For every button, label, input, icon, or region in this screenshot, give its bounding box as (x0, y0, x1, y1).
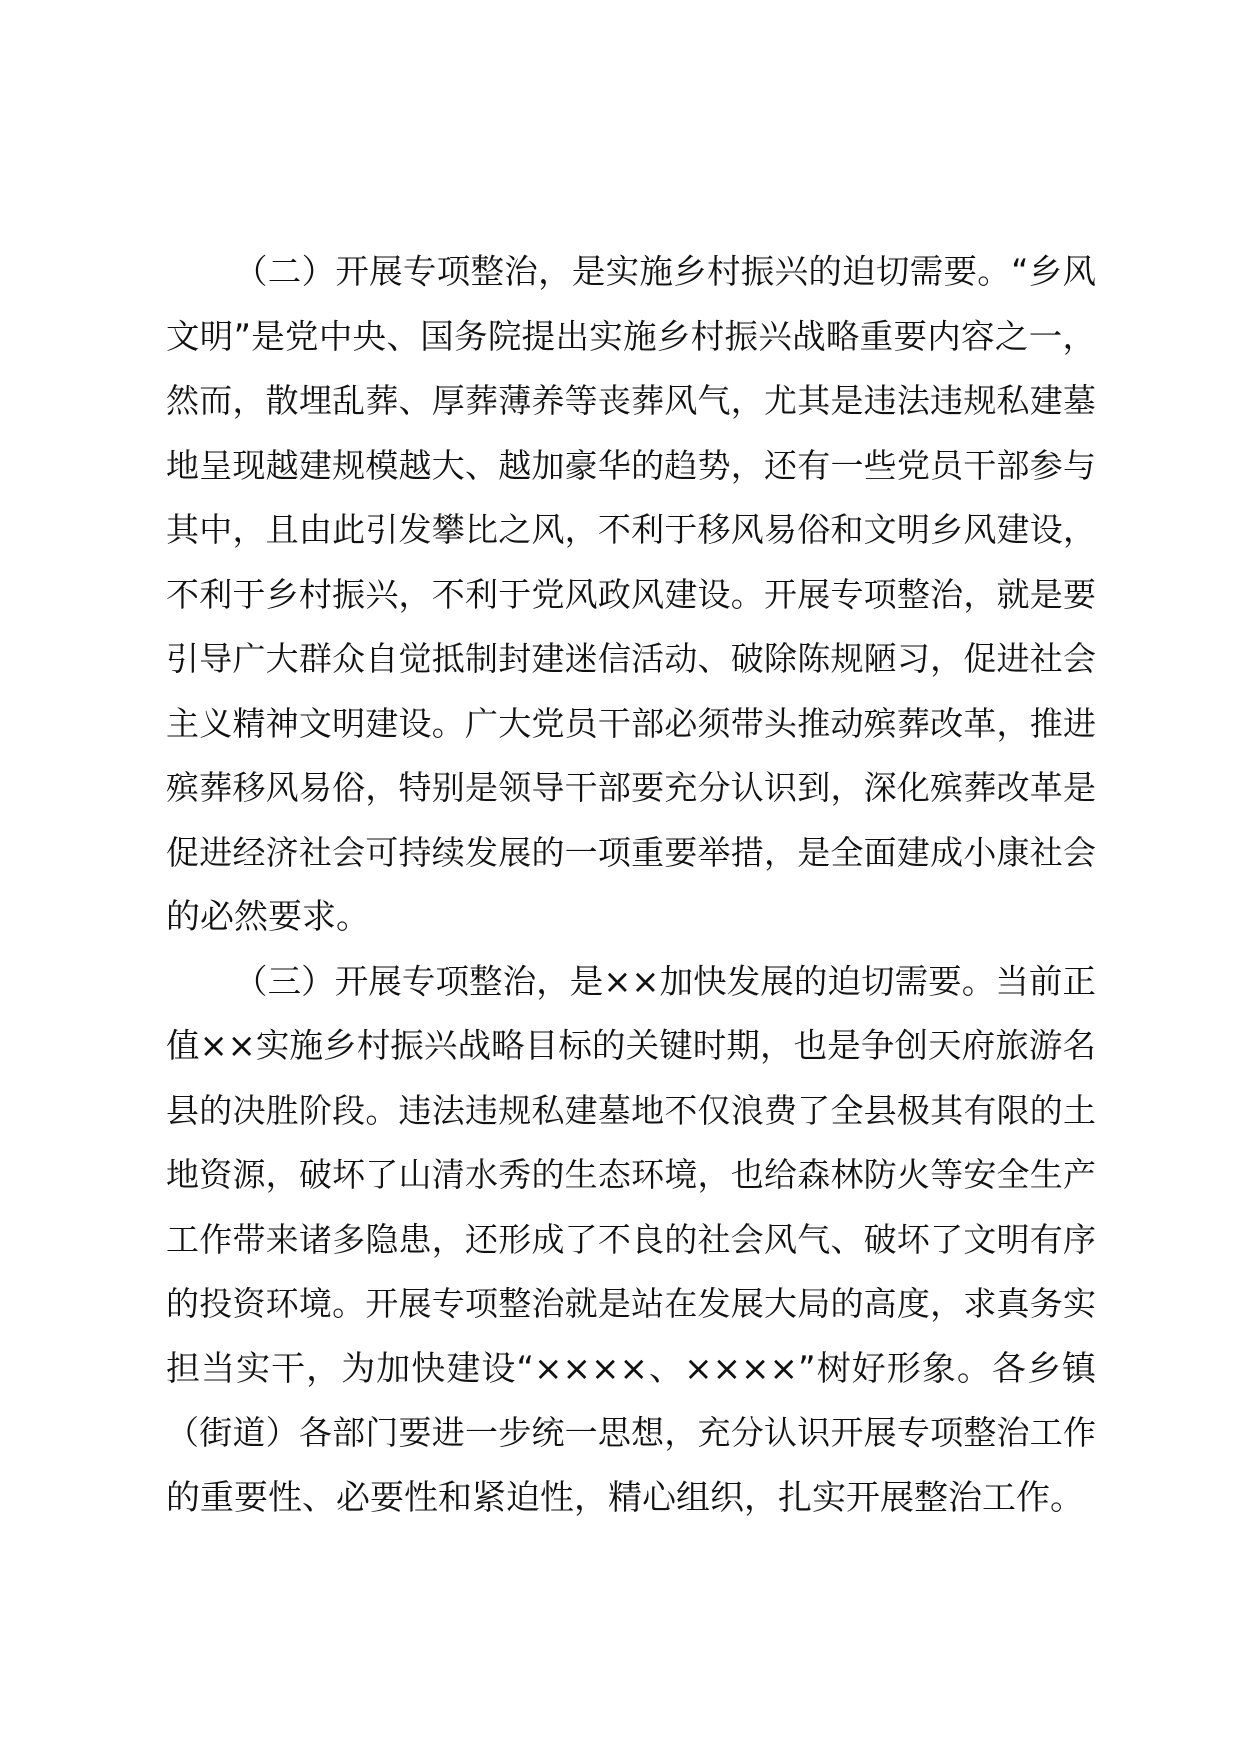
text-line: 的投资环境。开展专项整治就是站在发展大局的高度，求真务实 (166, 1284, 1096, 1323)
text-line: （街道）各部门要进一步统一思想，充分认识开展专项整治工作 (166, 1413, 1096, 1452)
text-line: 的重要性、必要性和紧迫性，精心组织，扎实开展整治工作。 (166, 1477, 1084, 1518)
text-line: 的必然要求。 (166, 897, 370, 937)
text-line: 地呈现越建规模越大、越加豪华的趋势，还有一些党员干部参与 (166, 445, 1096, 485)
text-line: 殡葬移风易俗，特别是领导干部要充分认识到，深化殡葬改革是 (166, 768, 1096, 807)
text-line: 地资源，破坏了山清水秀的生态环境，也给森林防火等安全生产 (166, 1155, 1096, 1194)
text-line: （二）开展专项整治，是实施乡村振兴的迫切需要。“乡风 (234, 252, 1096, 291)
text-line: 然而，散埋乱葬、厚葬薄养等丧葬风气，尤其是违法违规私建墓 (166, 381, 1096, 420)
text-line: 担当实干，为加快建设“××××、××××”树好形象。各乡镇 (166, 1348, 1096, 1389)
text-line: 其中，且由此引发攀比之风，不利于移风易俗和文明乡风建设， (166, 510, 1096, 549)
text-line: 工作带来诸多隐患，还形成了不良的社会风气、破坏了文明有序 (166, 1219, 1096, 1259)
text-line: 值××实施乡村振兴战略目标的关键时期，也是争创天府旅游名 (166, 1026, 1096, 1065)
text-line: 促进经济社会可持续发展的一项重要举措，是全面建成小康社会 (166, 832, 1096, 872)
text-line: 引导广大群众自觉抵制封建迷信活动、破除陈规陋习，促进社会 (166, 639, 1096, 678)
text-line: 主义精神文明建设。广大党员干部必须带头推动殡葬改革，推进 (166, 703, 1096, 743)
text-line: 文明”是党中央、国务院提出实施乡村振兴战略重要内容之一， (166, 316, 1096, 356)
text-line: 不利于乡村振兴，不利于党风政风建设。开展专项整治，就是要 (166, 574, 1096, 614)
text-line: （三）开展专项整治，是××加快发展的迫切需要。当前正 (234, 961, 1096, 1001)
text-line: 县的决胜阶段。违法违规私建墓地不仅浪费了全县极其有限的土 (166, 1090, 1096, 1130)
body-text (166, 240, 1096, 1530)
